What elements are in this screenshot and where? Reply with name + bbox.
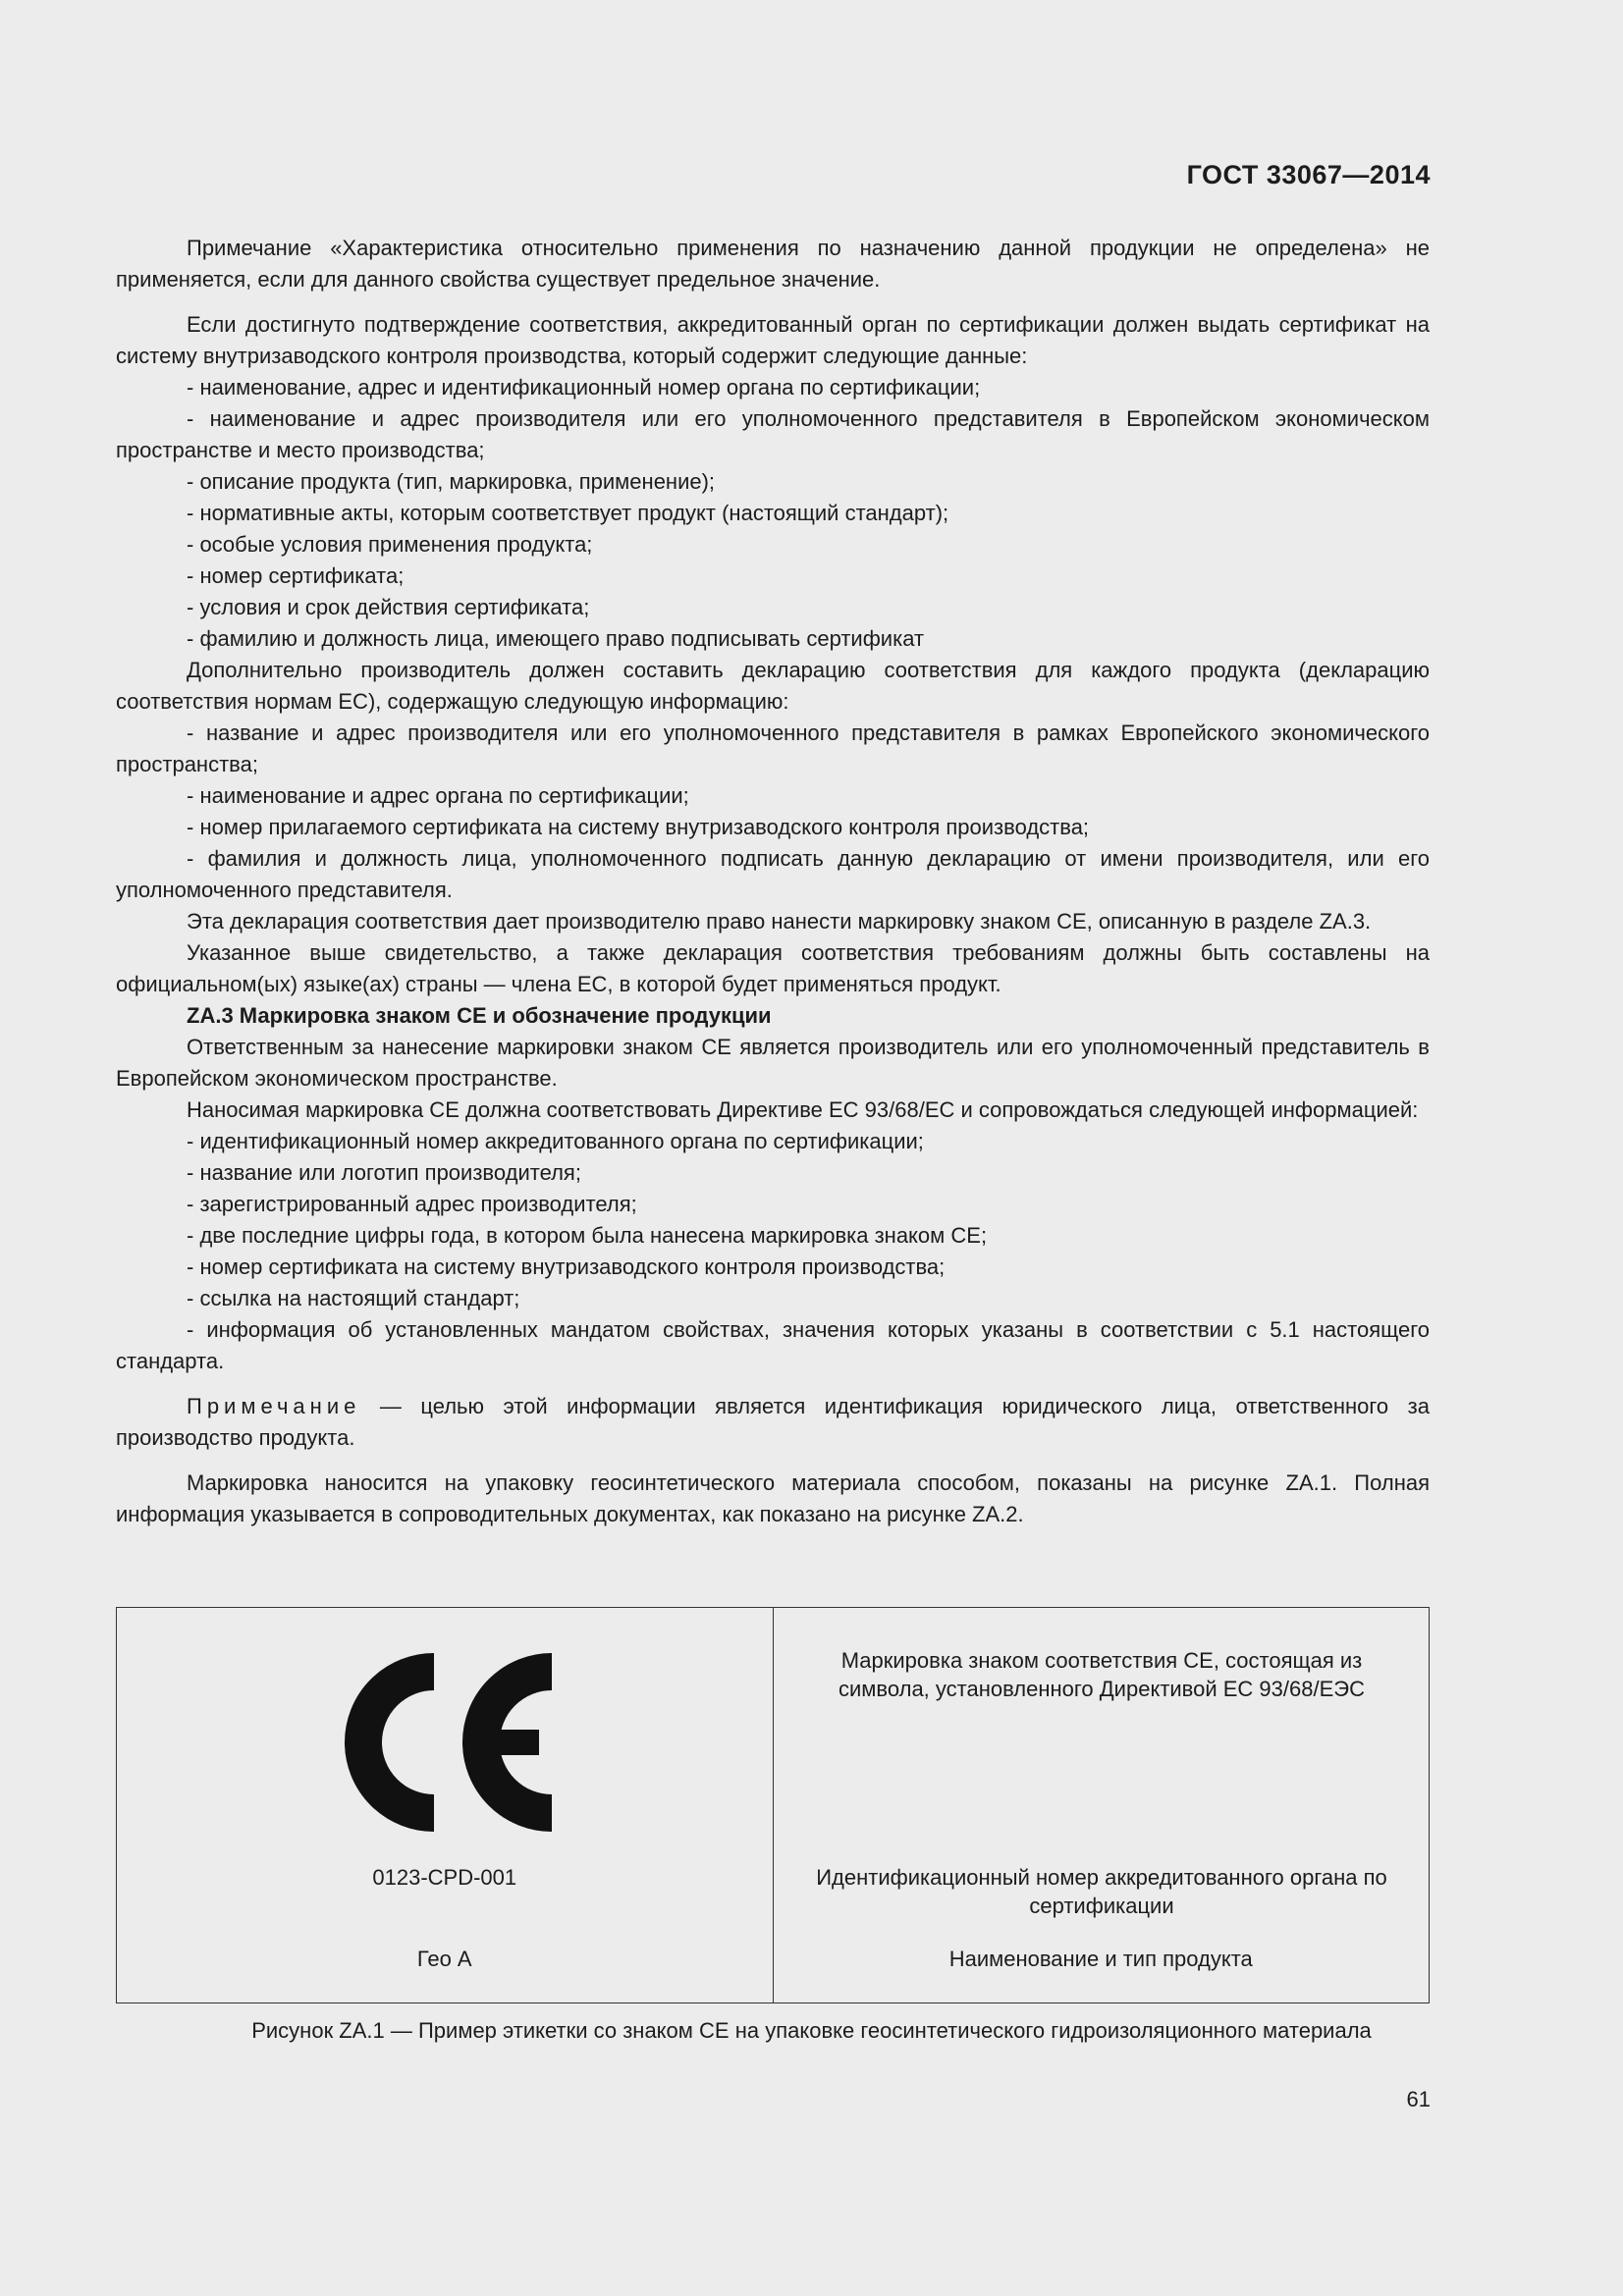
ce-mark-icon: [345, 1653, 570, 1832]
list-item: - условия и срок действия сертификата;: [187, 595, 590, 619]
marking-info-list: [116, 1126, 1430, 1377]
list-item: - информация об установленных мандатом свойствах, значения которых указаны в соответствии с 5.1 настоящего стандарта.: [116, 1317, 1430, 1373]
note-text: — целью этой информации является идентификация юридического лица, ответственного за производство продукта.: [116, 1394, 1430, 1450]
list-item: - номер сертификата;: [187, 563, 405, 588]
figure-caption: Рисунок ZA.1 — Пример этикетки со знаком СЕ на упаковке геосинтетического гидроизоляционного материала: [251, 2018, 1372, 2043]
list-item: - фамилия и должность лица, уполномоченного подписать данную декларацию от имени производителя, или его уполномоченного представителя.: [116, 846, 1430, 902]
paragraph: Маркировка наносится на упаковку геосинтетического материала способом, показаны на рисунке ZA.1. Полная информация указывается в сопроводительных документах, как показано на рисунке ZA.2.: [116, 1470, 1430, 1526]
list-item: - ссылка на настоящий стандарт;: [187, 1286, 520, 1310]
list-item: - название или логотип производителя;: [187, 1160, 581, 1185]
figure-za1: [116, 1607, 1430, 2003]
page-number: 61: [1406, 2087, 1431, 2111]
list-item: - описание продукта (тип, маркировка, применение);: [187, 469, 716, 494]
list-item: - зарегистрированный адрес производителя;: [187, 1192, 637, 1216]
ce-mark-description: Маркировка знаком соответствия СЕ, состоящая из символа, установленного Директивой ЕС 93/68/ЕЭС: [839, 1648, 1365, 1701]
label-example: [117, 1608, 774, 2002]
list-item: - название и адрес производителя или его уполномоченного представителя в рамках Европейского экономического пространства;: [116, 721, 1430, 776]
note-label: Примечание: [187, 1394, 361, 1418]
paragraph: Если достигнуто подтверждение соответствия, аккредитованный орган по сертификации должен выдать сертификат на систему внутризаводского контроля производства, который содержит следующие данные:: [116, 312, 1430, 368]
certificate-code: 0123-CPD-001: [372, 1865, 517, 1890]
label-explanations: [774, 1608, 1430, 2002]
section-title: ZA.3 Маркировка знаком СЕ и обозначение продукции: [187, 1003, 772, 1028]
paragraph: Указанное выше свидетельство, а также декларация соответствия требованиям должны быть составлены на официальном(ых) языке(ах) страны — члена ЕС, в которой будет применяться продукт.: [116, 940, 1430, 996]
product-name: Гео А: [416, 1947, 472, 1971]
list-item: - номер прилагаемого сертификата на систему внутризаводского контроля производства;: [187, 815, 1090, 839]
list-item: - особые условия применения продукта;: [187, 532, 593, 557]
main-text: [116, 233, 1430, 1530]
list-item: - фамилию и должность лица, имеющего право подписывать сертификат: [187, 626, 925, 651]
note-paragraph: Примечание «Характеристика относительно применения по назначению данной продукции не определена» не применяется, если для данного свойства существует предельное значение.: [116, 236, 1430, 292]
list-item: - номер сертификата на систему внутризаводского контроля производства;: [187, 1255, 946, 1279]
id-number-description: Идентификационный номер аккредитованного органа по сертификации: [816, 1865, 1387, 1918]
product-name-description: Наименование и тип продукта: [948, 1947, 1253, 1971]
note-paragraph: [116, 1391, 1430, 1454]
declaration-data-list: [116, 718, 1430, 906]
list-item: - идентификационный номер аккредитованного органа по сертификации;: [187, 1129, 924, 1153]
list-item: - две последние цифры года, в котором была нанесена маркировка знаком СЕ;: [187, 1223, 988, 1248]
paragraph: Дополнительно производитель должен составить декларацию соответствия для каждого продукта (декларацию соответствия нормам ЕС), содержащую следующую информацию:: [116, 658, 1430, 714]
list-item: - наименование и адрес органа по сертификации;: [187, 783, 689, 808]
certificate-data-list: [116, 372, 1430, 655]
list-item: - наименование, адрес и идентификационный номер органа по сертификации;: [187, 375, 981, 400]
paragraph: Эта декларация соответствия дает производителю право нанести маркировку знаком СЕ, описанную в разделе ZA.3.: [187, 909, 1372, 934]
standard-header: ГОСТ 33067—2014: [1186, 160, 1431, 189]
list-item: - нормативные акты, которым соответствует продукт (настоящий стандарт);: [187, 501, 949, 525]
paragraph: Наносимая маркировка СЕ должна соответствовать Директиве ЕС 93/68/ЕС и сопровождаться следующей информацией:: [187, 1097, 1419, 1122]
paragraph: Ответственным за нанесение маркировки знаком СЕ является производитель или его уполномоченный представитель в Европейском экономическом пространстве.: [116, 1035, 1430, 1091]
list-item: - наименование и адрес производителя или его уполномоченного представителя в Европейском экономическом пространстве и место производства;: [116, 406, 1430, 462]
